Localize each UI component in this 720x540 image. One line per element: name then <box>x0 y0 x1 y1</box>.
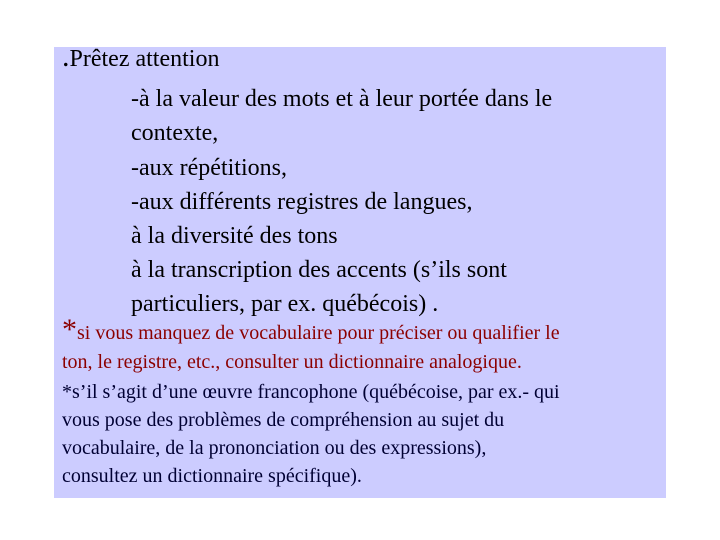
title-bullet: . <box>62 40 70 73</box>
note1-text-1: si vous manquez de vocabulaire pour préciser ou qualifier le <box>77 322 560 344</box>
point-line-2: contexte, <box>131 120 219 146</box>
note2-line-4: consultez un dictionnaire spécifique). <box>62 465 362 487</box>
point-line-3: -aux répétitions, <box>131 155 287 181</box>
title-line <box>62 40 220 73</box>
note1-line-1 <box>62 313 560 346</box>
note1-star: * <box>62 313 77 346</box>
text-panel <box>54 40 666 498</box>
point-line-6: à la transcription des accents (s’ils sont <box>131 257 507 283</box>
note1-line-2: ton, le registre, etc., consulter un dictionnaire analogique. <box>62 351 522 373</box>
note2-line-2: vous pose des problèmes de compréhension au sujet du <box>62 409 505 431</box>
note2-line-1: *s’il s’agit d’une œuvre francophone (québécoise, par ex.- qui <box>62 381 560 403</box>
note2-line-3: vocabulaire, de la prononciation ou des expressions), <box>62 437 487 459</box>
title-text: Prêtez attention <box>69 46 220 72</box>
point-line-1: -à la valeur des mots et à leur portée dans le <box>131 86 553 112</box>
point-line-5: à la diversité des tons <box>131 223 338 249</box>
point-line-7: particuliers, par ex. québécois) . <box>131 291 439 317</box>
point-line-4: -aux différents registres de langues, <box>131 189 473 215</box>
